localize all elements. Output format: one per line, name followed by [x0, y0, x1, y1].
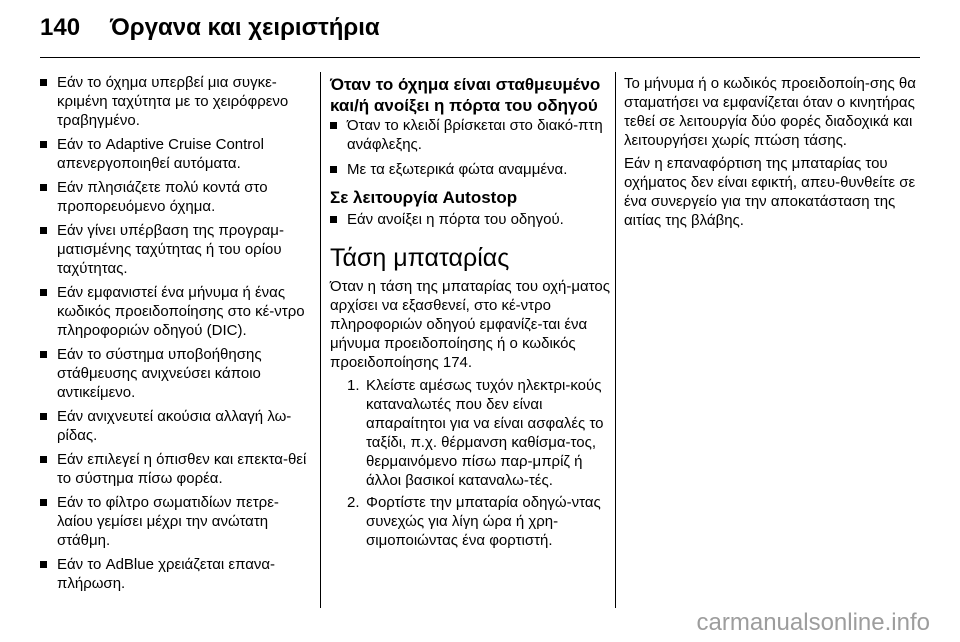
list-item: Εάν το φίλτρο σωματιδίων πετρε-λαίου γεμίσει μέχρι την ανώτατη στάθμη. [40, 493, 308, 550]
page-header [0, 0, 960, 60]
list-item: Εάν το AdBlue χρειάζεται επανα-πλήρωση. [40, 555, 308, 593]
list-item: Εάν το Adaptive Cruise Control απενεργοποιηθεί αυτόματα. [40, 135, 308, 173]
subsection-heading: Σε λειτουργία Autostop [330, 188, 518, 207]
watermark-text: carmanualsonline.info [696, 609, 930, 636]
paragraph: Το μήνυμα ή ο κωδικός προειδοποίη-σης θα σταματήσει να εμφανίζεται όταν ο κινητήρας τεθεί σε λειτουργία δύο φορές διαδοχικά και λειτουργήσει χωρίς πτώση τάσης. [624, 75, 916, 149]
page-title: Όργανα και χειριστήρια [110, 14, 380, 41]
list-item: Με τα εξωτερικά φώτα αναμμένα. [330, 160, 610, 179]
list-item: Εάν πλησιάζετε πολύ κοντά στο προπορευόμενο όχημα. [40, 178, 308, 216]
bullet-square-icon [40, 561, 47, 568]
bullet-square-icon [40, 413, 47, 420]
section-heading: Όταν το όχημα είναι σταθμευμένο και/ή ανοίξει η πόρτα του οδηγού [330, 75, 601, 115]
bullet-square-icon [40, 141, 47, 148]
column-2 [330, 74, 610, 550]
bullet-square-icon [40, 351, 47, 358]
bullet-square-icon [40, 184, 47, 191]
bullet-square-icon [330, 122, 337, 129]
bullet-square-icon [40, 289, 47, 296]
list-item: Εάν ανιχνευτεί ακούσια αλλαγή λω-ρίδας. [40, 407, 308, 445]
bullet-square-icon [40, 499, 47, 506]
section-title: Τάση μπαταρίας [330, 244, 510, 272]
paragraph: Όταν η τάση της μπαταρίας του οχή-ματος αρχίσει να εξασθενεί, στο κέ-ντρο πληροφοριών οδηγού εμφανίζε-ται ένα μήνυμα προειδοποίησης ή ο κωδικός προειδοποίησης 174. [330, 278, 610, 371]
column-divider [320, 72, 321, 608]
column-3 [624, 74, 920, 234]
numbered-step: 2. Φορτίστε την μπαταρία οδηγώ-ντας συνεχώς για λίγη ώρα ή χρη-σιμοποιώντας ένα φορτιστή. [347, 494, 601, 549]
list-item: Εάν εμφανιστεί ένα μήνυμα ή ένας κωδικός προειδοποίησης στο κέ-ντρο πληροφοριών οδηγού (DIC). [40, 283, 308, 340]
list-item: Εάν ανοίξει η πόρτα του οδηγού. [330, 210, 610, 229]
numbered-step: 1. Κλείστε αμέσως τυχόν ηλεκτρι-κούς καταναλωτές που δεν είναι απαραίτητοι για να είναι ασφαλές το ταξίδι, π.χ. θέρμανση καθίσμα-τος, θερμαινόμενο πίσω παρ-μπρίζ ή άλλοι βασικοί καταναλω-τές. [347, 377, 604, 489]
bullet-square-icon [330, 166, 337, 173]
list-item: Όταν το κλειδί βρίσκεται στο διακό-πτη ανάφλεξης. [330, 116, 610, 154]
column-divider [615, 72, 616, 608]
bullet-square-icon [40, 456, 47, 463]
header-divider [40, 57, 920, 58]
list-item: Εάν επιλεγεί η όπισθεν και επεκτα-θεί το σύστημα πίσω φορέα. [40, 450, 308, 488]
bullet-square-icon [40, 227, 47, 234]
paragraph: Εάν η επαναφόρτιση της μπαταρίας του οχήματος δεν είναι εφικτή, απευ-θυνθείτε σε ένα συνεργείο για την αποκατάσταση της αιτίας της βλάβης. [624, 155, 916, 229]
bullet-square-icon [40, 79, 47, 86]
list-item: Εάν γίνει υπέρβαση της προγραμ-ματισμένης ταχύτητας ή του ορίου ταχύτητας. [40, 221, 308, 278]
page-number: 140 [40, 14, 81, 41]
column-1 [40, 73, 308, 598]
bullet-square-icon [330, 216, 337, 223]
list-item: Εάν το όχημα υπερβεί μια συγκε-κριμένη ταχύτητα με το χειρόφρενο τραβηγμένο. [40, 73, 308, 130]
list-item: Εάν το σύστημα υποβοήθησης στάθμευσης ανιχνεύσει κάποιο αντικείμενο. [40, 345, 308, 402]
